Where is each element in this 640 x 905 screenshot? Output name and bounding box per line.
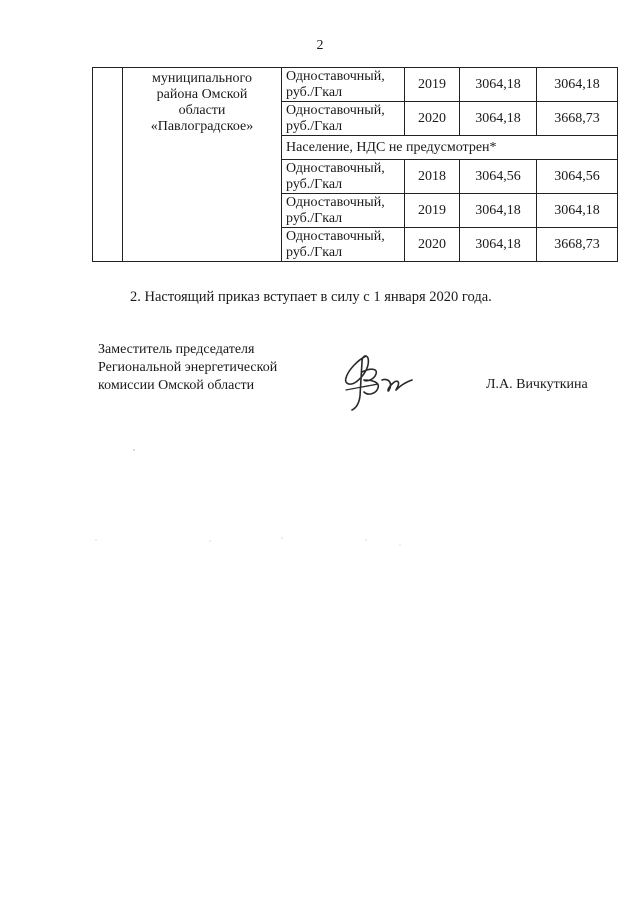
tariff-unit-line: руб./Гкал bbox=[286, 210, 343, 226]
value-second-half-cell: 3064,18 bbox=[537, 194, 618, 228]
value-first-half-cell: 3064,18 bbox=[460, 102, 537, 136]
tariff-type-cell bbox=[282, 102, 405, 136]
tariff-unit-line: руб./Гкал bbox=[286, 84, 343, 100]
index-cell bbox=[93, 68, 123, 262]
tariff-unit-line: руб./Гкал bbox=[286, 244, 343, 260]
year-cell: 2020 bbox=[405, 228, 460, 262]
signer-position-line: Заместитель председателя bbox=[98, 342, 255, 357]
value-first-half-cell: 3064,18 bbox=[460, 68, 537, 102]
tariff-type-cell bbox=[282, 68, 405, 102]
organization-line: района Омской bbox=[156, 87, 248, 102]
tariff-type-line: Одноставочный, bbox=[286, 160, 385, 176]
signer-position-line: Региональной энергетической bbox=[98, 360, 278, 375]
table-row bbox=[93, 68, 618, 102]
tariff-unit-line: руб./Гкал bbox=[286, 118, 343, 134]
population-note: Население, НДС не предусмотрен* bbox=[282, 136, 618, 160]
signer-position-line: комиссии Омской области bbox=[98, 378, 255, 393]
value-second-half-cell: 3668,73 bbox=[537, 228, 618, 262]
tariff-type-line: Одноставочный, bbox=[286, 194, 385, 210]
value-second-half-cell: 3064,56 bbox=[537, 160, 618, 194]
order-clause: 2. Настоящий приказ вступает в силу с 1 января 2020 года. bbox=[130, 289, 492, 305]
year-cell: 2019 bbox=[405, 194, 460, 228]
organization-line: муниципального bbox=[152, 71, 252, 86]
tariff-type-line: Одноставочный, bbox=[286, 68, 385, 84]
organization-line: области bbox=[178, 103, 226, 118]
tariff-table bbox=[92, 67, 618, 262]
tariff-type-cell bbox=[282, 160, 405, 194]
year-cell: 2020 bbox=[405, 102, 460, 136]
tariff-type-cell bbox=[282, 194, 405, 228]
tariff-type-line: Одноставочный, bbox=[286, 102, 385, 118]
value-first-half-cell: 3064,56 bbox=[460, 160, 537, 194]
page-number: 2 bbox=[316, 38, 324, 53]
signer-name: Л.А. Вичкуткина bbox=[486, 377, 588, 392]
organization-line: «Павлоградское» bbox=[150, 119, 254, 134]
signer-position bbox=[98, 341, 277, 395]
tariff-type-line: Одноставочный, bbox=[286, 228, 385, 244]
tariff-unit-line: руб./Гкал bbox=[286, 176, 343, 192]
value-second-half-cell: 3668,73 bbox=[537, 102, 618, 136]
year-cell: 2019 bbox=[405, 68, 460, 102]
organization-cell bbox=[123, 68, 282, 262]
value-second-half-cell: 3064,18 bbox=[537, 68, 618, 102]
handwritten-signature bbox=[338, 350, 428, 412]
value-first-half-cell: 3064,18 bbox=[460, 228, 537, 262]
year-cell: 2018 bbox=[405, 160, 460, 194]
value-first-half-cell: 3064,18 bbox=[460, 194, 537, 228]
tariff-type-cell bbox=[282, 228, 405, 262]
